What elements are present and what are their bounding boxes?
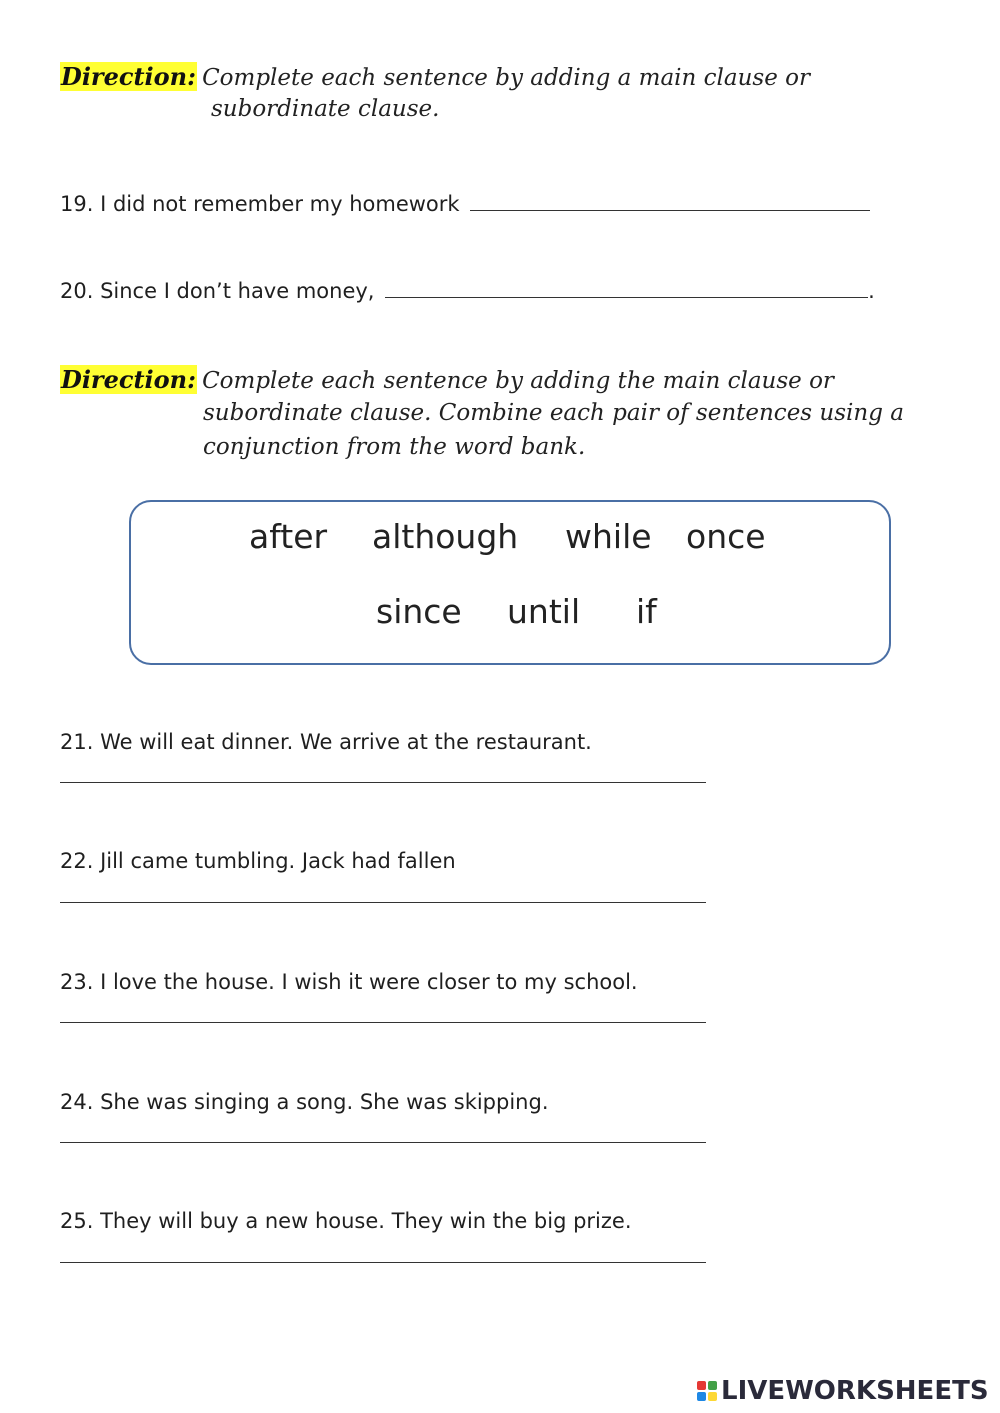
liveworksheets-logo	[697, 1376, 989, 1406]
question-19	[60, 192, 870, 216]
answer-line-25[interactable]	[60, 1262, 706, 1263]
word-once: once	[686, 517, 766, 556]
question-24: 24. She was singing a song. She was skipping.	[60, 1090, 549, 1114]
direction-2-line-2: subordinate clause. Combine each pair of sentences using a	[203, 400, 904, 426]
word-after: after	[249, 517, 328, 556]
word-if: if	[636, 592, 657, 631]
question-25: 25. They will buy a new house. They win the big prize.	[60, 1209, 632, 1233]
question-20	[60, 279, 875, 303]
question-22: 22. Jill came tumbling. Jack had fallen	[60, 849, 456, 873]
question-20-end: .	[868, 279, 875, 303]
direction-2-label: Direction:	[61, 365, 196, 394]
answer-blank-20[interactable]	[385, 296, 868, 298]
direction-1	[60, 62, 810, 91]
answer-blank-19[interactable]	[470, 209, 870, 211]
word-since: since	[376, 592, 462, 631]
question-23: 23. I love the house. I wish it were closer to my school.	[60, 970, 638, 994]
question-19-text: 19. I did not remember my homework	[60, 192, 460, 216]
direction-1-line-2: subordinate clause.	[211, 96, 440, 122]
liveworksheets-icon	[697, 1381, 717, 1401]
liveworksheets-logo-text: LIVEWORKSHEETS	[721, 1376, 989, 1406]
direction-2-line-1: Complete each sentence by adding the main clause or	[202, 368, 834, 394]
direction-2	[60, 365, 834, 394]
word-until: until	[507, 592, 581, 631]
answer-line-22[interactable]	[60, 902, 706, 903]
direction-2-line-3: conjunction from the word bank.	[203, 434, 586, 460]
answer-line-21[interactable]	[60, 782, 706, 783]
answer-line-24[interactable]	[60, 1142, 706, 1143]
question-21: 21. We will eat dinner. We arrive at the restaurant.	[60, 730, 592, 754]
direction-1-label: Direction:	[61, 62, 196, 91]
word-although: although	[372, 517, 519, 556]
question-20-text: 20. Since I don’t have money,	[60, 279, 375, 303]
direction-1-line-1: Complete each sentence by adding a main clause or	[202, 65, 810, 91]
answer-line-23[interactable]	[60, 1022, 706, 1023]
word-while: while	[565, 517, 652, 556]
